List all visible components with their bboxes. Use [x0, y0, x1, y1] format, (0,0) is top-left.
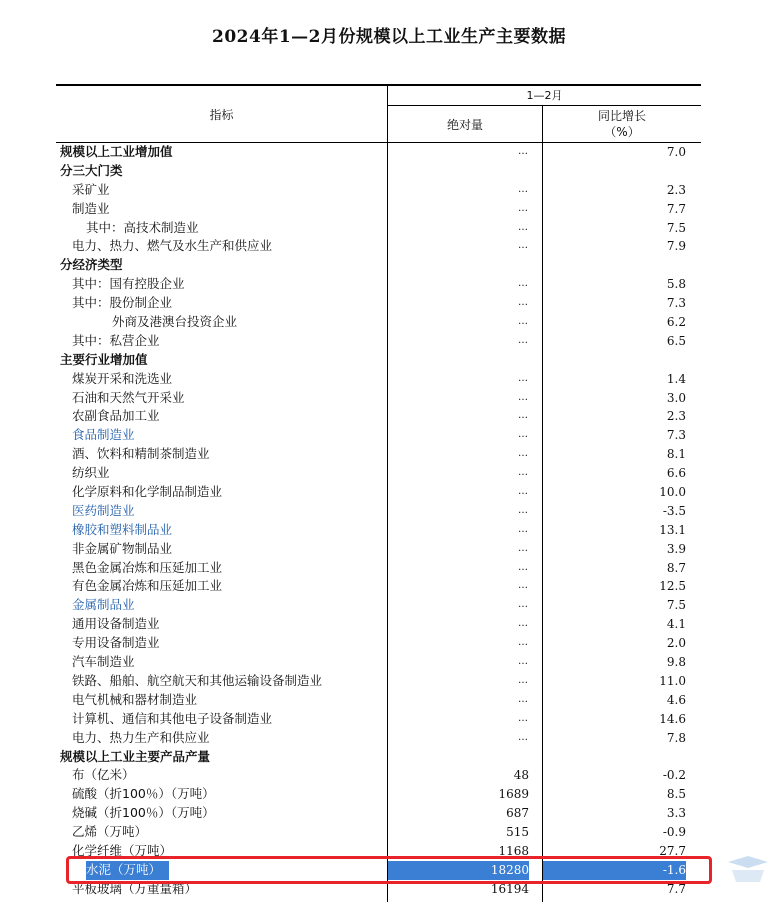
row-absolute-value: [388, 256, 529, 275]
row-yoy-value: [543, 748, 686, 767]
row-yoy-value: 7.7: [666, 881, 686, 896]
row-label: 化学原料和化学制品制造业: [72, 484, 223, 500]
row-yoy-value: 12.5: [659, 579, 686, 594]
row-yoy-value: 8.1: [666, 447, 686, 462]
row-absolute-value: …: [518, 656, 529, 668]
row-label: 布（亿米）: [72, 767, 135, 783]
page-title: 2024年1—2月份规模以上工业生产主要数据: [212, 27, 566, 47]
row-absolute-value: …: [518, 523, 529, 535]
row-yoy-value: [543, 162, 686, 181]
table-row: [56, 653, 701, 672]
row-label: 石油和天然气开采业: [72, 389, 185, 405]
header-yoy-line2: （%）: [604, 125, 640, 139]
row-absolute-value: …: [518, 391, 529, 403]
row-label: 硫酸（折100％）（万吨）: [72, 786, 215, 802]
table-row: [56, 823, 701, 842]
header-period: 1—2月: [526, 89, 563, 102]
row-yoy-value: 3.3: [666, 806, 686, 821]
row-yoy-value: [543, 351, 686, 370]
table-row: [56, 559, 701, 578]
row-yoy-value: 3.0: [666, 390, 686, 405]
row-label: 电气机械和器材制造业: [72, 691, 198, 707]
row-label: 纺织业: [72, 465, 110, 481]
table-row: [56, 634, 701, 653]
row-yoy-value: 2.3: [666, 182, 686, 197]
row-yoy-value: 13.1: [659, 522, 686, 537]
row-yoy-value: 10.0: [659, 485, 686, 500]
table-row: [56, 256, 701, 275]
row-label: 分经济类型: [60, 257, 123, 273]
row-label: 计算机、通信和其他电子设备制造业: [72, 710, 273, 726]
row-absolute-value: …: [518, 146, 529, 157]
table-row: [56, 521, 701, 540]
row-absolute-value: 48: [513, 768, 529, 783]
row-yoy-value: 6.6: [666, 466, 686, 481]
row-label: 规模以上工业主要产品产量: [60, 748, 211, 764]
row-absolute-value: …: [518, 297, 529, 309]
row-label: 乙烯（万吨）: [72, 824, 148, 840]
row-yoy-value: 4.6: [666, 692, 686, 707]
row-absolute-value: …: [518, 693, 529, 705]
row-yoy-value: 8.7: [666, 560, 686, 575]
row-label: 外商及港澳台投资企业: [112, 314, 238, 330]
row-label: 主要行业增加值: [60, 351, 148, 367]
row-absolute-value: …: [518, 618, 529, 630]
row-yoy-value: 7.3: [666, 296, 686, 311]
row-label: 其中：国有控股企业: [72, 276, 185, 292]
highlight-box: [66, 856, 712, 884]
row-yoy-value: -0.9: [662, 825, 686, 840]
table-row: [56, 370, 701, 389]
row-label: 规模以上工业增加值: [60, 144, 173, 159]
site-watermark-icon: [724, 852, 772, 892]
table-row: [56, 710, 701, 729]
row-absolute-value: 1689: [498, 787, 529, 802]
row-yoy-value: 8.5: [666, 787, 686, 802]
row-absolute-value: …: [518, 334, 529, 346]
row-yoy-value: [543, 256, 686, 275]
table-row: [56, 785, 701, 804]
row-yoy-value: 7.9: [666, 239, 686, 254]
table-row: [56, 804, 701, 823]
row-label: 其中：股份制企业: [72, 295, 173, 311]
row-label[interactable]: 橡胶和塑料制品业: [72, 521, 173, 537]
row-yoy-value: 5.8: [666, 277, 686, 292]
row-absolute-value: …: [518, 410, 529, 422]
row-yoy-value: 14.6: [659, 711, 686, 726]
row-label: 化学纤维（万吨）: [72, 842, 173, 858]
row-absolute-value: …: [518, 637, 529, 649]
row-label: 水泥（万吨）: [86, 861, 169, 880]
row-absolute-value: …: [518, 580, 529, 592]
row-label: 电力、热力生产和供应业: [72, 729, 210, 745]
table-row: [56, 445, 701, 464]
row-absolute-value: …: [518, 504, 529, 516]
row-absolute-value: …: [518, 542, 529, 554]
header-absolute: 绝对量: [446, 117, 483, 132]
table-row: [56, 332, 701, 351]
table-row: [56, 672, 701, 691]
row-yoy-value: 7.3: [666, 428, 686, 443]
table-row: [56, 483, 701, 502]
row-yoy-value: 1.4: [666, 371, 686, 386]
table-row: [56, 181, 701, 200]
row-yoy-value: 2.3: [666, 409, 686, 424]
row-absolute-value: 18280: [388, 861, 529, 880]
table-row: [56, 766, 701, 785]
row-label: 煤炭开采和洗选业: [72, 370, 173, 386]
row-label: 通用设备制造业: [72, 616, 160, 632]
row-absolute-value: …: [518, 448, 529, 460]
table-row: [56, 577, 701, 596]
row-absolute-value: …: [518, 467, 529, 479]
row-label[interactable]: 食品制造业: [72, 427, 135, 443]
table-row: [56, 748, 701, 767]
row-label: 平板玻璃（万重量箱）: [72, 880, 198, 896]
table-row: [56, 294, 701, 313]
row-absolute-value: …: [518, 183, 529, 195]
row-yoy-value: -3.5: [662, 503, 686, 518]
row-absolute-value: [388, 162, 529, 181]
table-row: [56, 143, 701, 162]
row-yoy-value: 4.1: [666, 617, 686, 632]
row-absolute-value: [388, 748, 529, 767]
row-absolute-value: 515: [506, 825, 529, 840]
table-body: [56, 143, 701, 899]
row-absolute-value: …: [518, 429, 529, 441]
table-row: [56, 219, 701, 238]
row-label: 分三大门类: [60, 162, 123, 178]
row-yoy-value: 7.0: [666, 145, 686, 159]
row-label: 黑色金属冶炼和压延加工业: [72, 559, 223, 575]
row-label: 电力、热力、燃气及水生产和供应业: [72, 238, 273, 254]
row-absolute-value: …: [518, 674, 529, 686]
row-label: 农副食品加工业: [72, 408, 160, 424]
row-label: 有色金属冶炼和压延加工业: [72, 578, 223, 594]
row-absolute-value: …: [518, 712, 529, 724]
table-row: [56, 596, 701, 615]
row-absolute-value: 16194: [490, 881, 529, 896]
row-absolute-value: …: [518, 486, 529, 498]
table-row: [56, 464, 701, 483]
row-absolute-value: …: [518, 278, 529, 290]
row-yoy-value: 7.8: [666, 730, 686, 745]
row-label: 酒、饮料和精制茶制造业: [72, 446, 210, 462]
table-row: [56, 237, 701, 256]
row-label[interactable]: 医药制造业: [72, 502, 135, 518]
row-absolute-value: 687: [506, 806, 529, 821]
row-absolute-value: …: [518, 202, 529, 214]
table-row: [56, 200, 701, 219]
row-label: 烧碱（折100％）（万吨）: [72, 805, 215, 821]
row-absolute-value: …: [518, 221, 529, 233]
table-row: [56, 313, 701, 332]
row-absolute-value: …: [518, 599, 529, 611]
row-yoy-value: 9.8: [666, 655, 686, 670]
row-yoy-value: 7.5: [666, 220, 686, 235]
row-absolute-value: [388, 351, 529, 370]
table-row: [56, 426, 701, 445]
table-row: [56, 691, 701, 710]
row-yoy-value: 6.5: [666, 333, 686, 348]
row-absolute-value: …: [518, 731, 529, 743]
table-row: [56, 351, 701, 370]
table-row: [56, 275, 701, 294]
row-label: 汽车制造业: [72, 654, 135, 670]
row-yoy-value: 11.0: [659, 673, 686, 688]
row-yoy-value: 7.7: [666, 201, 686, 216]
row-absolute-value: …: [518, 561, 529, 573]
row-absolute-value: …: [518, 372, 529, 384]
header-yoy: [543, 106, 701, 142]
header-yoy-line1: 同比增长: [597, 109, 646, 123]
row-label: 铁路、船舶、航空航天和其他运输设备制造业: [72, 672, 323, 688]
table-row: [56, 162, 701, 181]
row-label[interactable]: 金属制品业: [72, 597, 135, 613]
row-absolute-value: 1168: [498, 843, 529, 858]
table-row: [56, 502, 701, 521]
row-yoy-value: 27.7: [659, 843, 686, 858]
row-yoy-value: -1.6: [543, 861, 686, 880]
row-label: 非金属矿物制品业: [72, 540, 173, 556]
row-yoy-value: 7.5: [666, 598, 686, 613]
table-row: [56, 540, 701, 559]
row-label: 采矿业: [72, 181, 110, 197]
row-label: 其中：高技术制造业: [86, 219, 199, 235]
row-yoy-value: 3.9: [666, 541, 686, 556]
row-absolute-value: …: [518, 316, 529, 328]
table-row: [56, 729, 701, 748]
row-yoy-value: -0.2: [662, 768, 686, 783]
row-absolute-value: …: [518, 240, 529, 252]
row-label: 专用设备制造业: [72, 635, 160, 651]
row-yoy-value: 6.2: [666, 315, 686, 330]
row-label: 制造业: [72, 200, 110, 216]
row-label: 其中：私营企业: [72, 332, 160, 348]
row-yoy-value: 2.0: [666, 636, 686, 651]
table-row: [56, 615, 701, 634]
table-row: [56, 389, 701, 408]
header-indicator: 指标: [209, 107, 234, 122]
table-row: [56, 407, 701, 426]
